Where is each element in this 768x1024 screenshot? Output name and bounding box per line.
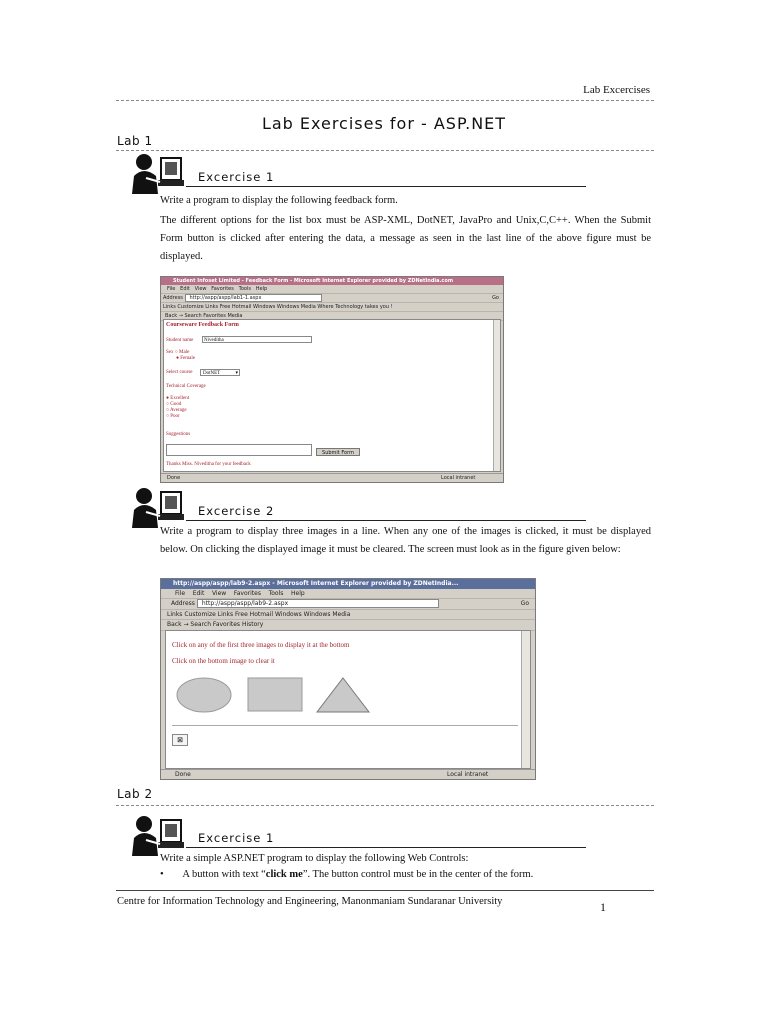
screenshot1-content: [163, 319, 501, 472]
menu-favorites[interactable]: Favorites: [233, 590, 261, 597]
address-label: Address: [163, 295, 183, 301]
screenshot2-scrollbar[interactable]: [521, 631, 530, 768]
menu-tools[interactable]: Tools: [268, 590, 284, 597]
menu-help[interactable]: Help: [255, 286, 268, 292]
sex-label: Sex: [166, 350, 174, 355]
ellipse-image[interactable]: [177, 678, 231, 712]
lab2-exercise1-title: Excercise 1: [198, 831, 275, 845]
instruction-line2: Click on the bottom image to clear it: [172, 657, 275, 665]
header-divider: [116, 100, 654, 101]
menu-edit[interactable]: Edit: [180, 286, 190, 292]
menu-help[interactable]: Help: [291, 590, 305, 597]
course-select[interactable]: [200, 369, 240, 376]
bullet-text-bold: click me: [265, 869, 303, 880]
radio-good-label: Good: [170, 402, 182, 407]
content-divider: [172, 725, 518, 726]
lab1-label: Lab 1: [117, 134, 153, 148]
student-name-label: Student name: [166, 338, 194, 343]
screenshot2-menubar: [161, 589, 535, 599]
page-number: 1: [600, 900, 606, 914]
feedback-form-screenshot: [160, 276, 504, 483]
bullet-text-suffix: ”. The button control must be in the center of the form.: [302, 869, 534, 880]
lab1-exercise1-title: Excercise 1: [198, 170, 275, 184]
radio-excellent[interactable]: ● Excellent: [166, 396, 190, 401]
shape-images: [176, 677, 326, 713]
bullet-text-prefix: A button with text “: [182, 869, 266, 880]
lab1-ex2-para: Write a program to display three images in a line. When any one of the images is clicked, it must be displayed below. On clicking the displayed image it must be cleared. The screen must look as in the figure given below:: [160, 526, 651, 555]
bullet-icon: •: [160, 869, 164, 880]
student-name-input[interactable]: Niveditha: [202, 336, 312, 343]
radio-female-label: Female: [180, 356, 195, 361]
menu-view[interactable]: View: [194, 286, 207, 292]
screenshot2-titlebar: http://aspp/aspp/lab9-2.aspx - Microsoft Internet Explorer provided by ZDNetIndia...: [161, 579, 535, 589]
instruction-line1: Click on any of the first three images to display it at the bottom: [172, 641, 350, 649]
coverage-group: [166, 396, 189, 420]
menu-favorites[interactable]: Favorites: [211, 286, 234, 292]
sex-group: [166, 350, 195, 362]
screenshot2-addressbar: [161, 599, 535, 610]
lab2-exercise1-rule: [186, 847, 586, 848]
status-done: Done: [167, 475, 181, 481]
screenshot1-menubar: [161, 285, 503, 294]
screenshot2-toolbar: Back → Search Favorites History: [161, 620, 535, 631]
footer-text: Centre for Information Technology and Engineering, Manonmaniam Sundaranar University: [117, 896, 503, 907]
screenshot2-linksbar: Links Customize Links Free Hotmail Windows Windows Media: [161, 610, 535, 620]
radio-male-label: Male: [179, 350, 190, 355]
lab2-ex1-intro: Write a simple ASP.NET program to display the following Web Controls:: [160, 853, 469, 864]
lab1-divider: [116, 150, 654, 151]
lab1-exercise2-title: Excercise 2: [198, 504, 275, 518]
form-heading: Courseware Feedback Form: [166, 322, 239, 328]
lab2-divider: [116, 805, 654, 806]
lab2-ex1-bullet: [160, 866, 651, 884]
radio-excellent-label: Excellent: [170, 396, 190, 401]
images-screenshot: [160, 578, 536, 780]
address-label: Address: [171, 600, 195, 607]
suggestions-label: Suggestions: [166, 432, 191, 437]
go-button[interactable]: Go: [520, 600, 529, 607]
broken-image-icon[interactable]: ⊠: [172, 734, 188, 746]
status-zone: Local intranet: [447, 771, 489, 778]
menu-file[interactable]: File: [167, 286, 176, 292]
go-button[interactable]: Go: [492, 295, 499, 301]
menu-file[interactable]: File: [175, 590, 186, 597]
lab2-label: Lab 2: [117, 787, 153, 801]
menu-view[interactable]: View: [211, 590, 227, 597]
course-label: Select course: [166, 370, 193, 375]
menu-tools[interactable]: Tools: [238, 286, 251, 292]
address-input[interactable]: http://aspp/aspp/lab1-1.aspx: [185, 294, 323, 302]
lab1-ex1-para1: Write a program to display the following feedback form.: [160, 195, 398, 206]
screenshot2-content: [165, 630, 531, 769]
address-input[interactable]: http://aspp/aspp/lab9-2.aspx: [197, 599, 439, 608]
radio-average[interactable]: ○ Average: [166, 408, 187, 413]
submit-form-button[interactable]: Submit Form: [316, 448, 360, 456]
screenshot1-scrollbar[interactable]: [493, 320, 500, 471]
radio-poor[interactable]: ○ Poor: [166, 414, 180, 419]
lab1-exercise2-rule: [186, 520, 586, 521]
triangle-image[interactable]: [316, 677, 370, 713]
screenshot1-toolbar: Back → Search Favorites Media: [161, 312, 503, 321]
status-done: Done: [175, 771, 191, 778]
status-zone: Local intranet: [441, 475, 476, 481]
suggestions-textarea[interactable]: [166, 444, 312, 456]
lab1-exercise1-rule: [186, 186, 586, 187]
running-head: Lab Excercises: [583, 84, 650, 96]
screenshot1-linksbar: Links Customize Links Free Hotmail Windows Windows Media Where Technology takes you !: [161, 303, 503, 312]
radio-female[interactable]: ● Female: [176, 356, 195, 361]
result-message: Thanks Miss. Niveditha for your feedback: [166, 462, 251, 467]
footer-rule: [116, 890, 654, 891]
person-at-computer-icon: [128, 484, 184, 528]
page-title: Lab Exercises for - ASP.NET: [261, 114, 507, 133]
radio-good[interactable]: ○ Good: [166, 402, 182, 407]
rectangle-image[interactable]: [248, 678, 302, 711]
technical-label: Technical Coverage: [166, 384, 206, 389]
screenshot1-statusbar: [161, 473, 503, 482]
radio-poor-label: Poor: [170, 414, 180, 419]
screenshot1-titlebar: Student Infoset Limited - Feedback Form - Microsoft Internet Explorer provided by ZDNetIndia.com: [161, 277, 503, 285]
screenshot1-addressbar: [161, 294, 503, 303]
course-select-value: DotNET: [203, 371, 221, 376]
screenshot2-statusbar: [161, 769, 535, 779]
radio-average-label: Average: [170, 408, 187, 413]
radio-male[interactable]: ○ Male: [174, 350, 190, 355]
person-at-computer-icon: [128, 150, 184, 194]
menu-edit[interactable]: Edit: [192, 590, 205, 597]
lab1-ex1-para2: The different options for the list box must be ASP-XML, DotNET, JavaPro and Unix,C,C++. When the Submit Form button is clicked after entering the data, a message as seen in the last line of the above figure must be displayed.: [160, 215, 651, 262]
chevron-down-icon: ▾: [235, 371, 238, 376]
